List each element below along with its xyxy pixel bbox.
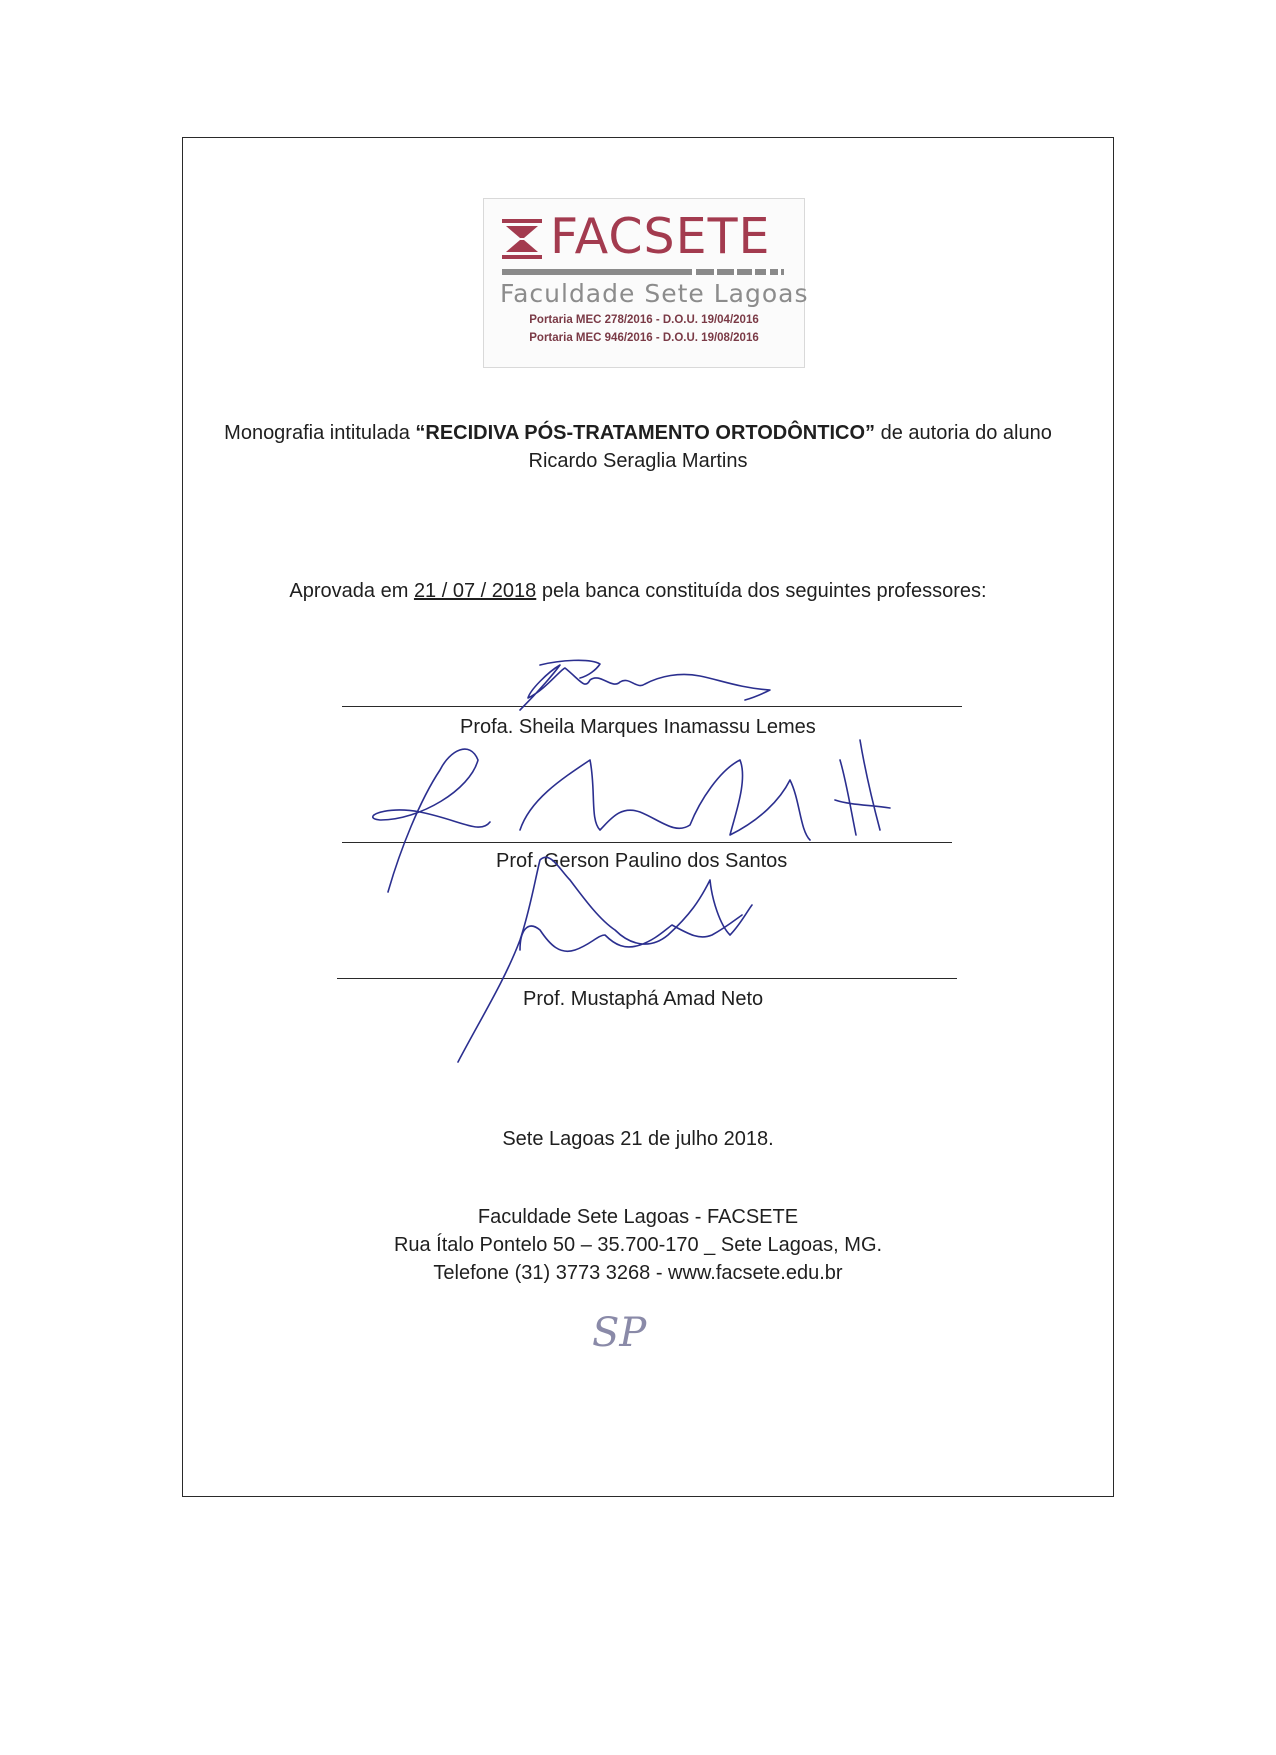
examiner-2-name: Prof. Gerson Paulino dos Santos [496, 850, 788, 872]
signature-line-2 [342, 842, 952, 843]
footer-phone: Telefone (31) 3773 3268 - www.facsete.edu.br [433, 1262, 843, 1284]
approval-line [0, 580, 1276, 603]
facsete-emblem-icon [502, 219, 542, 259]
handwritten-initials: SP [592, 1310, 647, 1356]
monograph-prefix: Monografia intitulada [224, 422, 416, 444]
author-name: Ricardo Seraglia Martins [528, 450, 748, 472]
footer-address: Rua Ítalo Pontelo 50 – 35.700-170 _ Sete Lagoas, MG. [393, 1234, 883, 1256]
place-date: Sete Lagoas 21 de julho 2018. [502, 1128, 774, 1150]
monograph-title-line [0, 422, 1276, 445]
approval-date: 21 / 07 / 2018 [413, 580, 537, 602]
logo-divider [502, 269, 784, 275]
approval-suffix: pela banca constituída dos seguintes professores: [536, 580, 987, 602]
examiner-3-name: Prof. Mustaphá Amad Neto [523, 988, 764, 1010]
logo-title: FACSETE [550, 208, 771, 265]
logo-portaria-1: Portaria MEC 278/2016 - D.O.U. 19/04/2016 [529, 314, 759, 326]
monograph-suffix: de autoria do aluno [875, 422, 1052, 444]
monograph-title: “RECIDIVA PÓS-TRATAMENTO ORTODÔNTICO” [415, 422, 876, 444]
signature-line-3 [337, 978, 957, 979]
logo-subtitle: Faculdade Sete Lagoas [500, 279, 809, 308]
facsete-logo [483, 198, 809, 368]
approval-prefix: Aprovada em [289, 580, 414, 602]
footer-institution: Faculdade Sete Lagoas - FACSETE [477, 1206, 799, 1228]
logo-portaria-2: Portaria MEC 946/2016 - D.O.U. 19/08/2016 [529, 332, 759, 344]
signature-line-1 [342, 706, 962, 707]
examiner-1-name: Profa. Sheila Marques Inamassu Lemes [460, 716, 816, 738]
